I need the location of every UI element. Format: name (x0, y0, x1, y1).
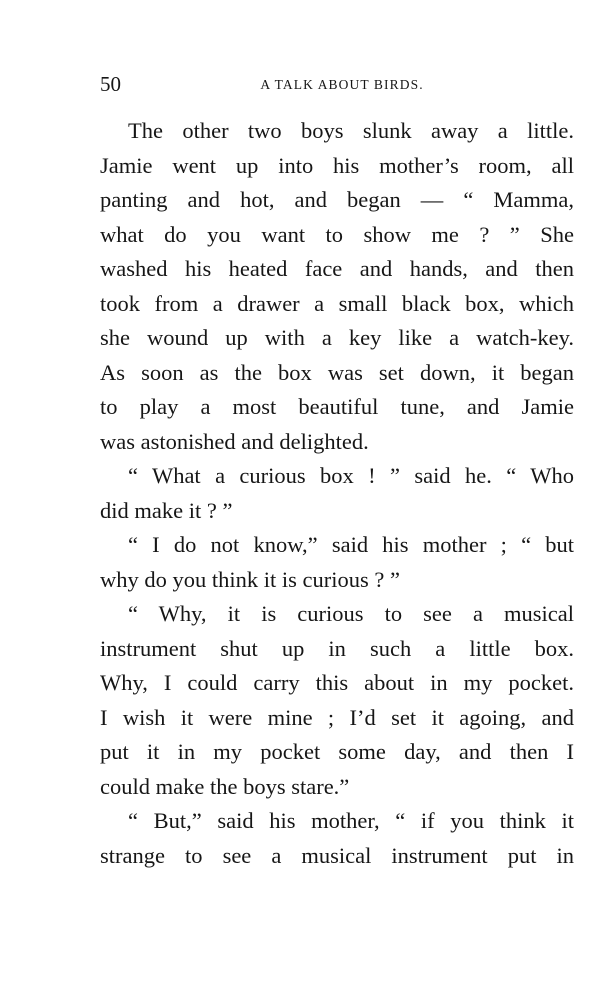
text-line: could make the boys stare.” (100, 773, 350, 799)
text-line: was astonished and delighted. (100, 428, 369, 454)
body-text (100, 114, 574, 873)
text-line: to play a most beautiful tune, and Jamie (100, 394, 574, 419)
text-line: washed his heated face and hands, and then (100, 256, 574, 281)
text-line: I wish it were mine ; I’d set it agoing, and (100, 704, 574, 730)
text-line: The other two boys slunk away a little. (128, 118, 574, 143)
text-line: why do you think it is curious ? ” (100, 566, 400, 592)
text-line: instrument shut up in such a little box. (100, 635, 574, 661)
running-head: A TALK ABOUT BIRDS. (260, 77, 424, 92)
text-line: As soon as the box was set down, it began (100, 359, 574, 385)
text-line: Jamie went up into his mother’s room, all (100, 152, 574, 178)
page-header (100, 72, 574, 96)
text-line: put it in my pocket some day, and then I (100, 739, 574, 764)
text-line: Why, I could carry this about in my pocket. (100, 670, 574, 695)
text-line: what do you want to show me ? ” She (100, 221, 574, 247)
text-line: did make it ? ” (100, 497, 233, 523)
page-number: 50 (100, 72, 121, 96)
text-line: “ What a curious box ! ” said he. “ Who (128, 463, 574, 488)
text-line: took from a drawer a small black box, which (100, 290, 574, 316)
text-line: “ I do not know,” said his mother ; “ but (128, 532, 574, 557)
text-line: “ Why, it is curious to see a musical (128, 601, 574, 626)
text-line: “ But,” said his mother, “ if you think it (128, 808, 574, 833)
text-line: strange to see a musical instrument put in (100, 842, 574, 868)
text-line: she wound up with a key like a watch-key. (100, 325, 574, 350)
text-line: panting and hot, and began — “ Mamma, (100, 187, 574, 212)
